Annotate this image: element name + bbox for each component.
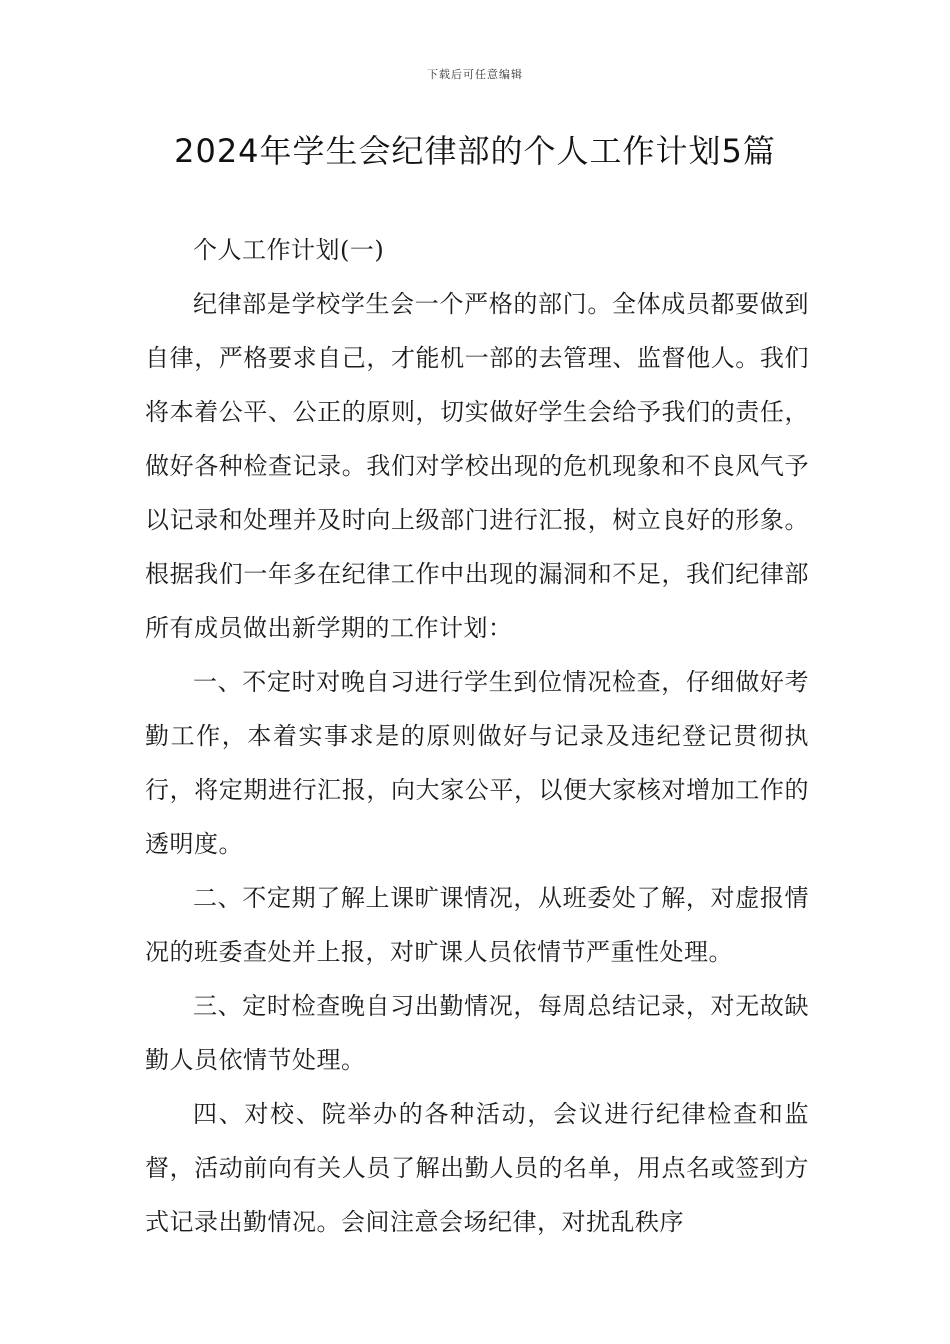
header-note: 下载后可任意编辑: [427, 68, 523, 81]
document-body: [145, 223, 809, 1249]
paragraph-item-1: 一、不定时对晚自习进行学生到位情况检查，仔细做好考勤工作，本着实事求是的原则做好与记录及违纪登记贯彻执行，将定期进行汇报，向大家公平，以便大家核对增加工作的透明度。: [145, 668, 809, 858]
paragraph-item-2: 二、不定期了解上课旷课情况，从班委处了解，对虚报情况的班委查处并上报，对旷课人员依情节严重性处理。: [145, 884, 809, 966]
section-heading: 个人工作计划(一): [193, 236, 385, 264]
paragraph-intro: 纪律部是学校学生会一个严格的部门。全体成员都要做到自律，严格要求自己，才能机一部的去管理、监督他人。我们将本着公平、公正的原则，切实做好学生会给予我们的责任，做好各种检查记录。我们对学校出现的危机现象和不良风气予以记录和处理并及时向上级部门进行汇报，树立良好的形象。根据我们一年多在纪律工作中出现的漏洞和不足，我们纪律部所有成员做出新学期的工作计划：: [145, 290, 809, 642]
paragraph-item-4: 四、对校、院举办的各种活动，会议进行纪律检查和监督，活动前向有关人员了解出勤人员的名单，用点名或签到方式记录出勤情况。会间注意会场纪律，对扰乱秩序: [145, 1100, 809, 1236]
paragraph-item-3: 三、定时检查晚自习出勤情况，每周总结记录，对无故缺勤人员依情节处理。: [145, 992, 809, 1074]
document-title: 2024年学生会纪律部的个人工作计划5篇: [174, 132, 776, 170]
